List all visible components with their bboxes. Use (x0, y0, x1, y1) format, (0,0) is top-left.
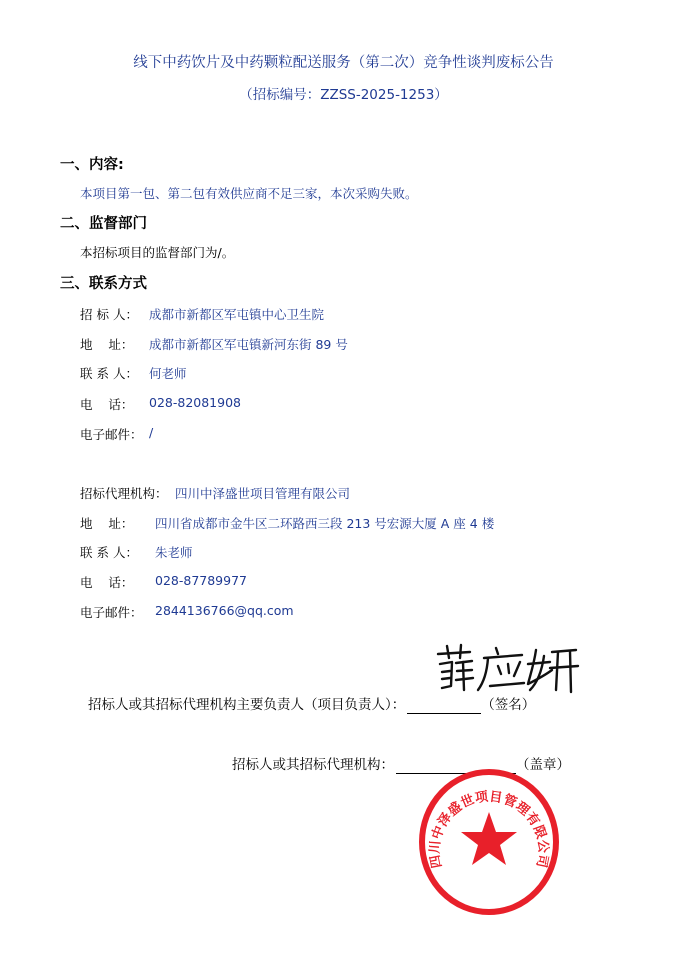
tenderer-contact-label: 联 系 人： (80, 366, 138, 381)
section-supervision-text: 本招标项目的监督部门为/。 (80, 245, 235, 260)
tenderer-contact: 何老师 (149, 366, 187, 381)
signature-blank (407, 697, 481, 714)
agency-address: 四川省成都市金牛区二环路西三段 213 号宏源大厦 A 座 4 楼 (155, 516, 495, 531)
agency-email-label: 电子邮件： (80, 605, 143, 620)
tenderer-address-label: 地 址： (80, 337, 134, 352)
handwritten-signature (430, 640, 580, 696)
signature-suffix: （签名） (481, 697, 536, 713)
section-content-text: 本项目第一包、第二包有效供应商不足三家，本次采购失败。 (80, 186, 418, 201)
seal-text: 四川中泽盛世项目管理有限公司 (427, 789, 551, 870)
official-seal-stamp (418, 768, 560, 916)
agency-contact: 朱老师 (155, 545, 193, 560)
tenderer-email: / (149, 425, 154, 440)
section-contact-heading: 三、联系方式 (60, 276, 147, 292)
tenderer-phone: 028-82081908 (149, 395, 241, 410)
signature-principal-label: 招标人或其招标代理机构主要负责人（项目负责人）： (88, 697, 406, 713)
document-title: 线下中药饮片及中药颗粒配送服务（第二次）竞争性谈判废标公告 (133, 55, 554, 71)
tenderer-phone-label: 电 话： (80, 397, 134, 412)
tenderer-email-label: 电子邮件： (80, 427, 143, 442)
agency-email: 2844136766@qq.com (155, 603, 294, 618)
agency-contact-label: 联 系 人： (80, 545, 138, 560)
agency-phone: 028-87789977 (155, 573, 247, 588)
agency-name-label: 招标代理机构： (80, 486, 168, 501)
tender-number: （招标编号：ZZSS-2025-1253） (239, 87, 448, 103)
tenderer-name-label: 招 标 人： (80, 307, 138, 322)
seal-label: 招标人或其招标代理机构： (232, 757, 394, 773)
agency-phone-label: 电 话： (80, 575, 134, 590)
signature-line-principal (88, 693, 535, 714)
seal-suffix: （盖章） (516, 757, 570, 773)
agency-name: 四川中泽盛世项目管理有限公司 (175, 486, 351, 501)
section-content-heading: 一、内容: (60, 157, 124, 173)
agency-address-label: 地 址： (80, 516, 134, 531)
tenderer-address: 成都市新都区军屯镇新河东街 89 号 (149, 337, 348, 352)
section-supervision-heading: 二、监督部门 (60, 216, 147, 232)
seal-star (461, 812, 517, 865)
tenderer-name: 成都市新都区军屯镇中心卫生院 (149, 307, 325, 322)
